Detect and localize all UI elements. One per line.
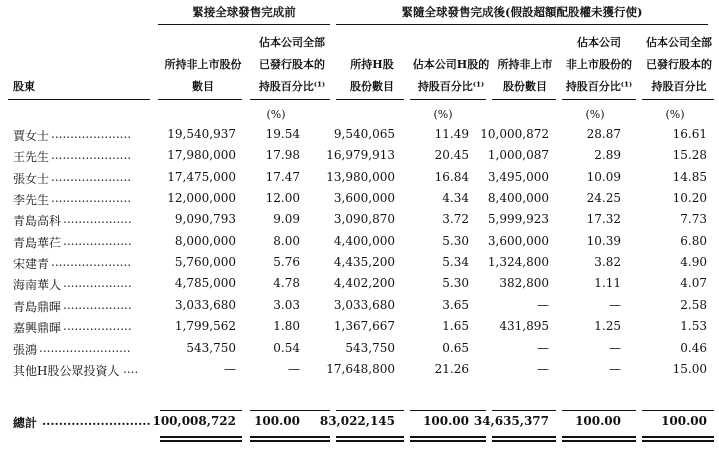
table-row [0, 212, 719, 233]
cell-c6: 1.11 [594, 276, 621, 291]
cell-c2: 17.47 [265, 169, 300, 184]
cell-c2: 4.78 [273, 276, 300, 291]
header-underline [336, 99, 404, 100]
cell-c4: 1.65 [442, 319, 469, 334]
cell-c6: 1.25 [594, 319, 621, 334]
cell-c3: 4,402,200 [333, 276, 395, 291]
cell-c6: 3.82 [594, 255, 621, 270]
cell-c6: 10.09 [586, 169, 621, 184]
cell-c6: 2.89 [594, 148, 621, 163]
leader-dots: .................. [63, 276, 132, 291]
column-header-h-shares-after: 所持H股 股份數目 [350, 58, 394, 93]
cell-c7: 15.28 [672, 148, 707, 163]
group-header-before: 緊接全球發售完成前 [192, 5, 296, 19]
table-row [0, 148, 719, 169]
pct-unit-label: (%) [585, 108, 605, 121]
cell-c7: 4.90 [680, 255, 707, 270]
pct-unit-label: (%) [266, 108, 286, 121]
cell-c2: 5.76 [273, 255, 300, 270]
total-double-rule [642, 440, 714, 442]
leader-dots: .......................... [42, 414, 151, 428]
total-double-rule [492, 440, 556, 442]
leader-dots: ..................... [51, 148, 132, 163]
cell-c5: 1,000,087 [487, 148, 549, 163]
total-double-rule [160, 440, 242, 442]
table-row [0, 127, 719, 148]
cell-c7: 10.20 [672, 191, 707, 206]
cell-c3: 16,979,913 [326, 148, 395, 163]
shareholder-name: 張女士 [13, 171, 50, 186]
total-top-rule [160, 410, 242, 411]
table-row [0, 191, 719, 212]
cell-c6: — [609, 361, 621, 376]
shareholder-name: 其他H股公眾投資人 [13, 363, 120, 378]
cell-c2: 19.54 [265, 127, 300, 141]
column-header-shareholder: 股東 [13, 80, 35, 93]
leader-dots: ..................... [51, 191, 132, 206]
leader-dots: .................. [63, 319, 132, 334]
cell-c5: — [537, 297, 549, 312]
cell-c3: 4,400,000 [333, 233, 395, 248]
cell-c6: 28.87 [586, 127, 621, 141]
cell-c4: 20.45 [434, 148, 469, 163]
shareholder-name: 青島鼎暉 [13, 299, 62, 314]
cell-c7: 15.00 [672, 361, 707, 376]
cell-c2: 1.80 [273, 319, 300, 334]
total-top-rule [562, 410, 636, 411]
column-header-pct-total-after: 佔本公司全部 已發行股本的 持股百分比 [646, 36, 712, 93]
cell-c3: 3,600,000 [333, 191, 395, 206]
cell-c3: 3,090,870 [333, 212, 395, 227]
table-row [0, 255, 719, 276]
cell-c3: 17,648,800 [326, 361, 395, 376]
cell-c7: 7.73 [680, 212, 707, 227]
total-double-rule [410, 436, 486, 438]
total-c1: 100,008,722 [152, 414, 236, 428]
cell-c4: 5.34 [442, 255, 469, 270]
cell-c2: 9.09 [273, 212, 300, 227]
cell-c5: — [537, 340, 549, 355]
cell-c6: — [609, 297, 621, 312]
total-double-rule [160, 436, 242, 438]
cell-c2: 17.98 [265, 148, 300, 163]
cell-c1: 3,033,680 [174, 297, 236, 312]
header-underline [410, 99, 486, 100]
cell-c1: 17,475,000 [167, 169, 236, 184]
total-double-rule [642, 436, 714, 438]
total-c4: 100.00 [423, 414, 469, 428]
total-label: 總計 [13, 416, 38, 430]
cell-c4: 3.72 [442, 212, 469, 227]
cell-c5: 3,600,000 [487, 233, 549, 248]
leader-dots: .................. [63, 212, 132, 227]
cell-c4: 16.84 [434, 169, 469, 184]
column-header-pct-total-before: 佔本公司全部 已發行股本的 持股百分比⁽¹⁾ [258, 36, 326, 93]
leader-dots: ..................... [51, 127, 132, 141]
total-double-rule [336, 436, 404, 438]
total-double-rule [562, 440, 636, 442]
column-header-pct-h-after: 佔本公司H股的 持股百分比⁽¹⁾ [412, 58, 490, 93]
cell-c2: 0.54 [273, 340, 300, 355]
cell-c1: 12,000,000 [167, 191, 236, 206]
column-header-pct-unlisted-after: 佔本公司 非上市股份的 持股百分比⁽¹⁾ [565, 36, 633, 93]
total-top-rule [492, 410, 556, 411]
cell-c2: 8.00 [273, 233, 300, 248]
cell-c5: 431,895 [499, 319, 549, 334]
cell-c5: 8,400,000 [487, 191, 549, 206]
cell-c6: 24.25 [586, 191, 621, 206]
header-underline [250, 99, 330, 100]
cell-c2: — [288, 361, 300, 376]
table-row [0, 362, 719, 383]
cell-c4: 5.30 [442, 276, 469, 291]
cell-c3: 9,540,065 [333, 127, 395, 141]
cell-c6: — [609, 340, 621, 355]
total-c7: 100.00 [661, 414, 707, 428]
shareholder-name: 王先生 [13, 150, 50, 165]
leader-dots: .................. [63, 297, 132, 312]
shareholder-name: 張鴻 [13, 342, 38, 357]
cell-c4: 3.65 [442, 297, 469, 312]
table-row [0, 276, 719, 297]
total-double-rule [250, 440, 330, 442]
group-header-after: 緊隨全球發售完成後(假設超額配股權未獲行使) [401, 5, 643, 19]
header-underline [562, 99, 636, 100]
pct-unit-label: (%) [433, 108, 453, 121]
cell-c5: 3,495,000 [487, 169, 549, 184]
cell-c4: 0.65 [442, 340, 469, 355]
cell-c5: 1,324,800 [487, 255, 549, 270]
cell-c7: 0.46 [680, 340, 707, 355]
leader-dots: ..................... [51, 255, 132, 270]
table-row [0, 298, 719, 319]
shareholder-name: 李先生 [13, 193, 50, 208]
total-row [0, 414, 719, 435]
cell-c7: 2.58 [680, 297, 707, 312]
total-top-rule [336, 410, 404, 411]
table-row [0, 319, 719, 340]
shareholder-name: 青島高科 [13, 214, 62, 229]
cell-c1: 543,750 [186, 340, 236, 355]
total-top-rule [250, 410, 330, 411]
header-underline [8, 99, 150, 100]
cell-c1: 19,540,937 [167, 127, 236, 141]
cell-c7: 1.53 [680, 319, 707, 334]
cell-c1: 4,785,000 [174, 276, 236, 291]
cell-c4: 11.49 [434, 127, 469, 141]
total-c2: 100.00 [254, 414, 300, 428]
cell-c3: 3,033,680 [333, 297, 395, 312]
cell-c1: 5,760,000 [174, 255, 236, 270]
group-rule-before [158, 24, 330, 25]
group-rule-after [336, 24, 708, 25]
total-double-rule [336, 440, 404, 442]
cell-c1: 1,799,562 [174, 319, 236, 334]
cell-c2: 3.03 [273, 297, 300, 312]
cell-c3: 1,367,667 [333, 319, 395, 334]
column-header-unlisted-shares-before: 所持非上市股份 數目 [164, 58, 242, 93]
header-underline [642, 99, 714, 100]
cell-c1: 9,090,793 [174, 212, 236, 227]
cell-c6: 10.39 [586, 233, 621, 248]
cell-c3: 543,750 [345, 340, 395, 355]
pct-unit-label: (%) [665, 108, 685, 121]
cell-c5: 382,800 [499, 276, 549, 291]
cell-c6: 17.32 [586, 212, 621, 227]
total-double-rule [562, 436, 636, 438]
cell-c4: 5.30 [442, 233, 469, 248]
cell-c7: 14.85 [672, 169, 707, 184]
table-row [0, 341, 719, 362]
leader-dots: .... [123, 361, 139, 376]
cell-c5: — [537, 361, 549, 376]
header-underline [492, 99, 556, 100]
cell-c2: 12.00 [265, 191, 300, 206]
cell-c5: 10,000,872 [480, 127, 549, 141]
total-c3: 83,022,145 [319, 414, 395, 428]
cell-c1: 17,980,000 [167, 148, 236, 163]
cell-c7: 16.61 [672, 127, 707, 141]
column-header-unlisted-shares-after: 所持非上市 股份數目 [497, 58, 553, 93]
total-double-rule [250, 436, 330, 438]
total-double-rule [492, 436, 556, 438]
shareholder-name: 海南華人 [13, 278, 62, 293]
cell-c4: 21.26 [434, 361, 469, 376]
cell-c7: 6.80 [680, 233, 707, 248]
cell-c5: 5,999,923 [487, 212, 549, 227]
header-underline [158, 99, 242, 100]
total-c5: 34,635,377 [473, 414, 549, 428]
shareholder-name: 嘉興鼎暉 [13, 321, 62, 336]
total-top-rule [642, 410, 714, 411]
table-row [0, 234, 719, 255]
shareholder-name: 宋建青 [13, 257, 50, 272]
cell-c4: 4.34 [442, 191, 469, 206]
cell-c1: 8,000,000 [174, 233, 236, 248]
cell-c3: 13,980,000 [326, 169, 395, 184]
cell-c3: 4,435,200 [333, 255, 395, 270]
total-c6: 100.00 [575, 414, 621, 428]
total-double-rule [410, 440, 486, 442]
shareholder-name: 青島華芢 [13, 235, 62, 250]
shareholder-name: 賈女士 [13, 129, 50, 143]
table-row [0, 170, 719, 191]
leader-dots: ........................ [39, 340, 131, 355]
leader-dots: .................. [63, 233, 132, 248]
leader-dots: ..................... [51, 169, 132, 184]
cell-c7: 4.07 [680, 276, 707, 291]
total-top-rule [410, 410, 486, 411]
cell-c1: — [224, 361, 236, 376]
